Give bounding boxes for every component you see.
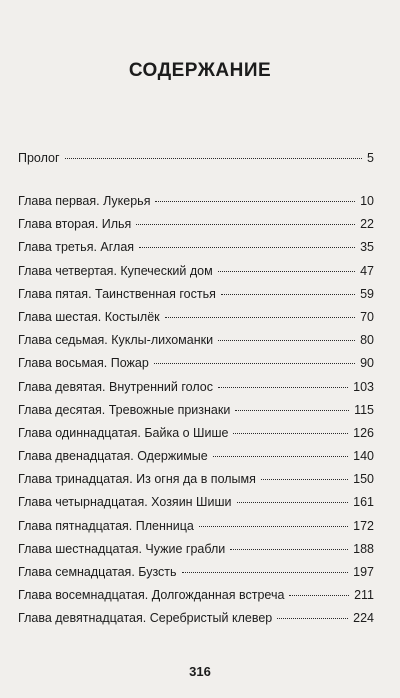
dot-leader (235, 410, 349, 411)
dot-leader (233, 433, 348, 434)
toc-entry-page: 126 (353, 425, 374, 440)
toc-entry (18, 333, 374, 356)
toc-entry-label: Глава восемнадцатая. Долгожданная встреча (18, 588, 285, 603)
toc-entry (18, 403, 374, 426)
toc-entry (18, 611, 374, 634)
toc-entry-page: 35 (360, 240, 374, 255)
dot-leader (165, 317, 355, 318)
page-number: 316 (189, 664, 211, 679)
toc-entry (18, 542, 374, 565)
page-title: СОДЕРЖАНИЕ (128, 60, 272, 81)
toc-entry-page: 22 (360, 217, 374, 232)
toc-entry-label: Глава первая. Лукерья (18, 194, 151, 208)
toc-entry-label: Глава третья. Аглая (18, 240, 135, 255)
toc-entry (18, 151, 374, 174)
toc-entry-label: Глава одиннадцатая. Байка о Шише (18, 425, 229, 440)
toc-entry (18, 310, 374, 333)
toc-entry-page: 90 (360, 356, 374, 371)
dot-leader (199, 526, 348, 527)
toc-entry-page: 5 (367, 151, 374, 165)
toc-entry-label: Глава восьмая. Пожар (18, 356, 149, 371)
toc-entry-page: 103 (353, 379, 374, 394)
toc-entry (18, 426, 374, 449)
dot-leader (261, 479, 348, 480)
toc-entry-label: Глава седьмая. Куклы-лихоманки (18, 333, 214, 348)
toc-entry-label: Глава семнадцатая. Бузсть (18, 565, 177, 579)
toc-entry-page: 211 (354, 588, 374, 603)
dot-leader (136, 224, 355, 225)
toc-entry (18, 588, 374, 611)
toc-entry (18, 240, 374, 263)
dot-leader (289, 595, 349, 596)
toc-entry (18, 217, 374, 240)
toc-entry-page: 161 (353, 495, 374, 510)
toc-entry-page: 188 (353, 541, 374, 556)
toc-entry-page: 115 (354, 402, 374, 417)
toc-entry-page: 10 (360, 194, 374, 208)
toc-entry (18, 264, 374, 287)
dot-leader (218, 340, 355, 341)
toc-chapter-list (18, 194, 374, 635)
toc-entry (18, 287, 374, 310)
toc-entry (18, 449, 374, 472)
toc-entry-page: 140 (353, 449, 374, 464)
dot-leader (155, 201, 355, 202)
dot-leader (218, 271, 355, 272)
dot-leader (154, 363, 355, 364)
toc-entry (18, 356, 374, 379)
dot-leader (213, 456, 348, 457)
toc-entry (18, 472, 374, 495)
toc-entry-label: Глава четвертая. Купеческий дом (18, 263, 213, 278)
dot-leader (277, 618, 348, 619)
dot-leader (237, 502, 349, 503)
toc-entry-page: 150 (353, 472, 374, 487)
toc-entry-label: Глава двенадцатая. Одержимые (18, 449, 208, 464)
toc-entry-label: Глава четырнадцатая. Хозяин Шиши (18, 495, 232, 510)
toc-entry-label: Глава пятнадцатая. Пленница (18, 518, 194, 533)
toc-entry-page: 172 (353, 518, 374, 533)
toc-entry-label: Глава пятая. Таинственная гостья (18, 286, 216, 301)
dot-leader (182, 572, 349, 573)
toc-entry (18, 380, 374, 403)
toc-entry-label: Глава вторая. Илья (18, 217, 132, 232)
toc-entry-page: 224 (353, 611, 374, 626)
toc-entry-page: 70 (360, 309, 374, 324)
toc-entry-page: 80 (360, 333, 374, 348)
toc-prologue (18, 151, 374, 174)
toc-entry (18, 565, 374, 588)
toc-entry (18, 495, 374, 518)
toc-entry-page: 197 (353, 565, 374, 579)
dot-leader (218, 387, 348, 388)
toc-entry (18, 519, 374, 542)
dot-leader (65, 158, 362, 159)
dot-leader (139, 247, 355, 248)
toc-entry-page: 59 (360, 286, 374, 301)
toc-entry (18, 194, 374, 217)
toc-entry-label: Глава девятая. Внутренний голос (18, 379, 213, 394)
toc-entry-label: Глава десятая. Тревожные признаки (18, 402, 231, 417)
toc-entry-label: Глава шестая. Костылёк (18, 309, 160, 324)
toc-entry-label: Глава шестнадцатая. Чужие грабли (18, 541, 226, 556)
toc-entry-label: Глава девятнадцатая. Серебристый клевер (18, 611, 273, 626)
toc-entry-label: Пролог (18, 151, 60, 165)
toc-entry-label: Глава тринадцатая. Из огня да в полымя (18, 472, 256, 487)
dot-leader (221, 294, 355, 295)
toc-entry-page: 47 (360, 263, 374, 278)
dot-leader (230, 549, 348, 550)
